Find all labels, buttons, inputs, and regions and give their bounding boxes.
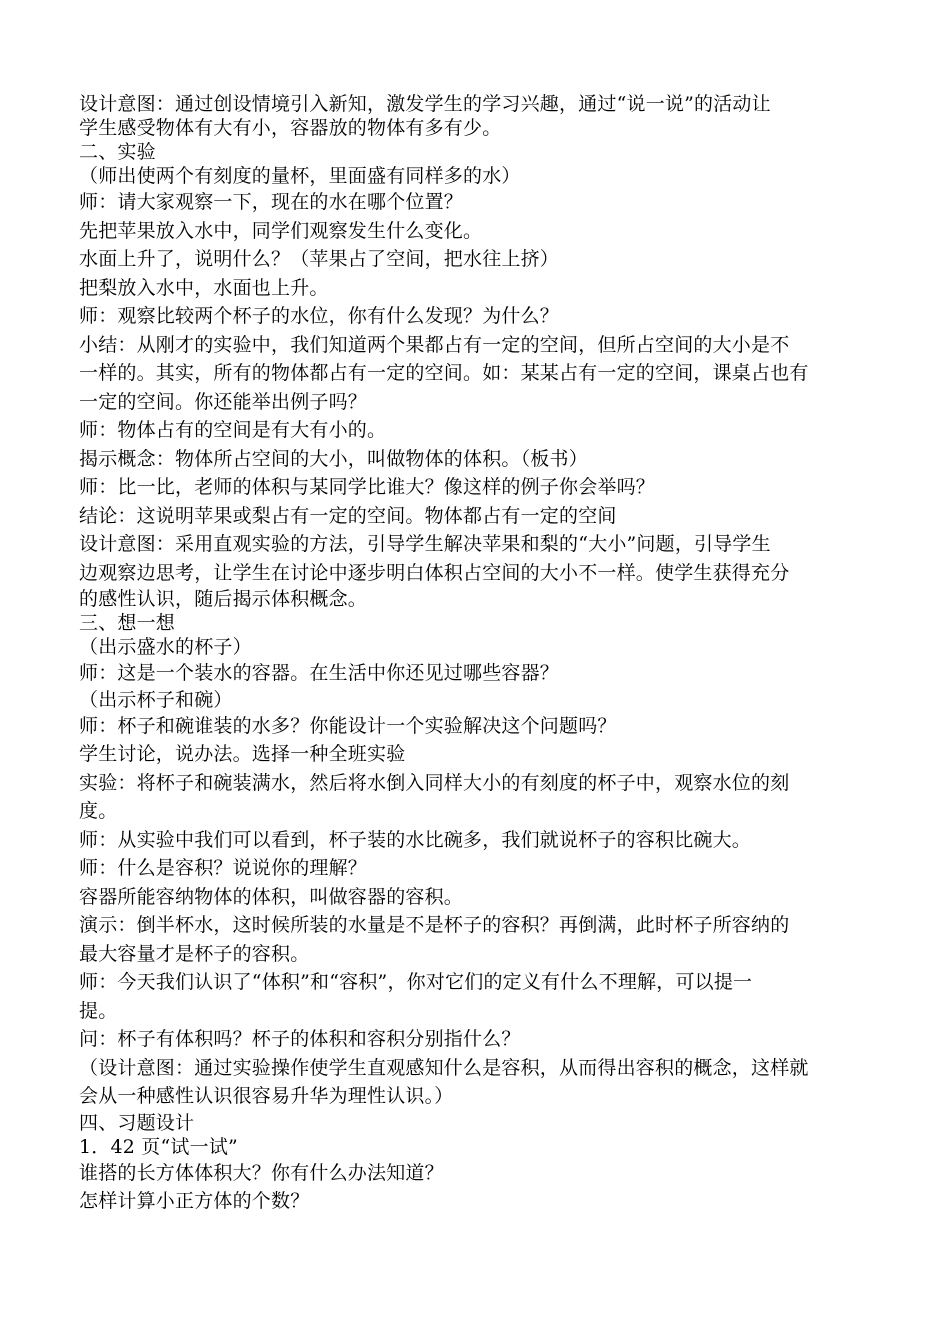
text-line: 1．42 页“试一试” (79, 1135, 238, 1158)
text-line: 度。 (79, 800, 118, 822)
text-line: 水面上升了，说明什么？（苹果占了空间，把水往上挤） (79, 248, 560, 270)
text-line: 师：物体占有的空间是有大有小的。 (79, 419, 387, 441)
text-line: 师：请大家观察一下，现在的水在哪个位置？ (79, 191, 464, 213)
text-line: 师：杯子和碗谁装的水多？你能设计一个实验解决这个问题吗？ (79, 714, 617, 737)
text-line: 师：这是一个装水的容器。在生活中你还见过哪些容器？ (79, 662, 560, 684)
text-line: 演示：倒半杯水，这时候所装的水量是不是杯子的容积？再倒满，此时杯子所容纳的 (79, 914, 790, 936)
text-line: （出示盛水的杯子） (79, 636, 252, 658)
text-line: 会从一种感性认识很容易升华为理性认识。） (79, 1085, 454, 1107)
text-line: 实验：将杯子和碗装满水，然后将水倒入同样大小的有刻度的杯子中，观察水位的刻 (79, 771, 790, 794)
text-line: （出示杯子和碗） (79, 688, 233, 711)
text-line: 设计意图：通过创设情境引入新知，激发学生的学习兴趣，通过“说一说”的活动让 (79, 93, 771, 115)
text-line: 三、想一想 (79, 612, 176, 634)
text-line: 设计意图：采用直观实验的方法，引导学生解决苹果和梨的“大小”问题，引导学生 (79, 533, 771, 555)
text-line: 一定的空间。你还能举出例子吗？ (79, 390, 368, 413)
text-line: 一样的。其实，所有的物体都占有一定的空间。如：某某占有一定的空间，课桌占也有 (79, 362, 809, 384)
text-line: 师：观察比较两个杯子的水位，你有什么发现？为什么？ (79, 305, 560, 327)
text-line: 学生讨论，说办法。选择一种全班实验 (79, 743, 406, 765)
text-line: 把梨放入水中，水面也上升。 (79, 276, 329, 299)
text-line: 问：杯子有体积吗？杯子的体积和容积分别指什么？ (79, 1028, 521, 1050)
text-line: 提。 (79, 999, 118, 1022)
text-line: 师：什么是容积？说说你的理解？ (79, 857, 368, 879)
text-line: 四、习题设计 (79, 1111, 195, 1134)
text-line: 谁搭的长方体体积大？你有什么办法知道？ (79, 1161, 444, 1184)
document-body (79, 92, 874, 1216)
text-line: （师出使两个有刻度的量杯，里面盛有同样多的水） (79, 165, 521, 187)
text-line: 怎样计算小正方体的个数？ (79, 1190, 310, 1212)
text-line: 师：比一比，老师的体积与某同学比谁大？像这样的例子你会举吗？ (79, 476, 656, 498)
text-line: 边观察边思考，让学生在讨论中逐步明白体积占空间的大小不一样。使学生获得充分 (79, 561, 790, 584)
text-line: 小结：从刚才的实验中，我们知道两个果都占有一定的空间，但所占空间的大小是不 (79, 333, 790, 356)
text-line: 师：今天我们认识了“体积”和“容积”，你对它们的定义有什么不理解，可以提一 (79, 971, 753, 993)
text-line: 师：从实验中我们可以看到，杯子装的水比碗多，我们就说杯子的容积比碗大。 (79, 828, 752, 851)
text-line: 学生感受物体有大有小，容器放的物体有多有少。 (79, 117, 502, 139)
text-line: 容器所能容纳物体的体积，叫做容器的容积。 (79, 885, 464, 908)
text-line: 最大容量才是杯子的容积。 (79, 942, 310, 965)
text-line: 结论：这说明苹果或梨占有一定的空间。物体都占有一定的空间 (79, 504, 617, 527)
text-line: 的感性认识，随后揭示体积概念。 (79, 588, 368, 610)
text-line: 二、实验 (79, 141, 156, 163)
document-page (79, 92, 874, 1216)
text-line: 先把苹果放入水中，同学们观察发生什么变化。 (79, 219, 483, 242)
text-line: 揭示概念：物体所占空间的大小，叫做物体的体积。（板书） (79, 447, 588, 470)
text-line: （设计意图：通过实验操作使学生直观感知什么是容积，从而得出容积的概念，这样就 (79, 1056, 809, 1079)
